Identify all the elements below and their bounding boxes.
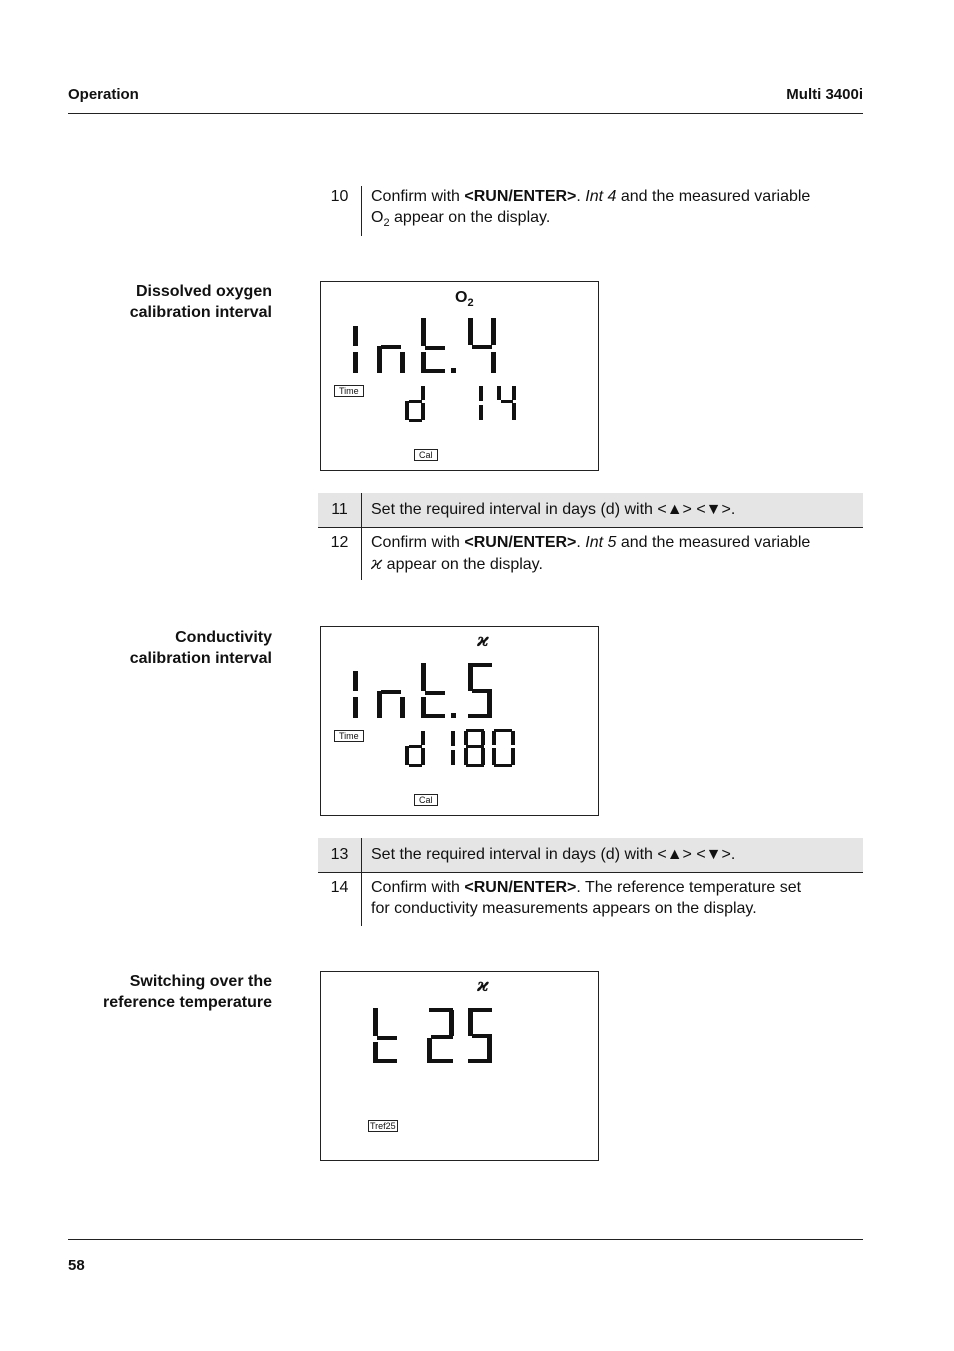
step-12	[318, 528, 863, 580]
time-indicator: Time	[334, 730, 364, 742]
step-divider	[361, 838, 362, 872]
step-number: 13	[330, 846, 349, 863]
segment-readout	[321, 972, 598, 1160]
conductivity-indicator: ϰ	[477, 630, 489, 651]
cal-indicator: Cal	[414, 449, 438, 461]
header-rule	[68, 113, 863, 114]
time-indicator: Time	[334, 385, 364, 397]
step-text: Confirm with <RUN/ENTER>. Int 4 and the measured variable $O_2$ appear on the display.	[371, 188, 811, 230]
step-text: Set the required interval in days (d) with <▲> <▼>.	[371, 501, 736, 518]
step-13	[318, 838, 863, 872]
step-11	[318, 493, 863, 527]
lcd-display-conductivity	[320, 626, 599, 816]
side-label-reference-temperature: Switching over the reference temperature	[103, 973, 272, 1011]
header-section-title: Operation	[68, 86, 139, 103]
conductivity-indicator: ϰ	[477, 975, 489, 996]
step-text: Confirm with <RUN/ENTER>. Int 5 and the measured variable 𝜘 appear on the display.	[371, 534, 811, 574]
lcd-display-reference-temperature	[320, 971, 599, 1161]
step-divider	[361, 493, 362, 527]
cal-indicator: Cal	[414, 794, 438, 806]
step-number: 14	[330, 879, 349, 896]
step-number: 10	[330, 188, 349, 205]
page-number: 58	[68, 1257, 85, 1274]
side-label-conductivity: Conductivity calibration interval	[129, 629, 272, 667]
step-divider	[361, 873, 362, 926]
header-product-name: Multi 3400i	[786, 86, 863, 103]
conductivity-symbol: 𝜘	[371, 553, 383, 574]
step-number: 12	[330, 534, 349, 551]
lcd-display-oxygen	[320, 281, 599, 471]
tref25-indicator: Tref25	[370, 1121, 396, 1131]
step-number: 11	[331, 501, 348, 518]
segment-readout	[321, 627, 598, 815]
step-text: Set the required interval in days (d) with <▲> <▼>.	[371, 846, 736, 863]
step-10	[318, 186, 863, 236]
step-divider	[361, 528, 362, 580]
segment-readout	[321, 282, 598, 470]
step-14	[318, 873, 863, 926]
step-divider	[361, 186, 362, 236]
footer-rule	[68, 1239, 863, 1240]
o2-indicator: $O_2$	[455, 289, 474, 310]
side-label-oxygen: Dissolved oxygen calibration interval	[129, 283, 272, 321]
step-text: Confirm with <RUN/ENTER>. The reference temperature set for conductivity measurements appears on the display.	[371, 879, 802, 917]
